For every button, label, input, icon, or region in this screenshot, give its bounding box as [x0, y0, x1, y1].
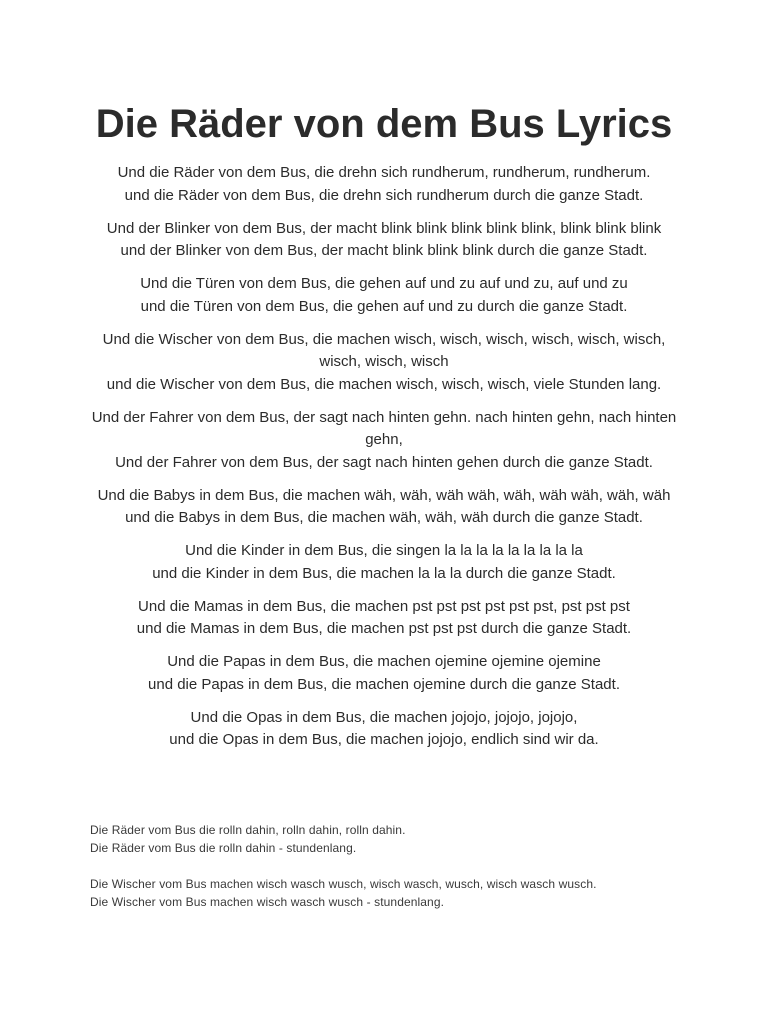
stanza-5 — [84, 407, 684, 475]
stanza-3 — [84, 273, 684, 318]
extra-verse-line: Die Räder vom Bus die rolln dahin - stundenlang. — [90, 841, 357, 855]
stanza-2 — [84, 218, 684, 263]
stanza-1 — [84, 162, 684, 207]
page-title: Die Räder von dem Bus Lyrics — [95, 102, 673, 146]
extra-verse-1 — [90, 821, 690, 857]
lyric-line: und die Babys in dem Bus, die machen wäh, wäh, wäh durch die ganze Stadt. — [125, 509, 643, 526]
lyric-line: und die Wischer von dem Bus, die machen wisch, wisch, wisch, viele Stunden lang. — [106, 375, 662, 393]
lyric-line: Und die Opas in dem Bus, die machen jojojo, jojojo, jojojo, — [190, 708, 578, 726]
lyric-line: Und die Wischer von dem Bus, die machen wisch, wisch, wisch, wisch, wisch, wisch, wisch, wisch, wisch — [102, 330, 666, 370]
extra-verse-line: Die Räder vom Bus die rolln dahin, rolln dahin, rolln dahin. — [90, 823, 406, 837]
lyric-line: und die Türen von dem Bus, die gehen auf und zu durch die ganze Stadt. — [140, 297, 628, 315]
stanza-9 — [84, 651, 684, 696]
lyric-line: Und die Babys in dem Bus, die machen wäh, wäh, wäh wäh, wäh, wäh wäh, wäh, wäh — [97, 486, 671, 504]
extra-verse-2 — [90, 875, 690, 911]
lyric-line: und die Kinder in dem Bus, die machen la la la durch die ganze Stadt. — [152, 564, 616, 582]
lyric-line: Und der Fahrer von dem Bus, der sagt nach hinten gehen durch die ganze Stadt. — [115, 453, 653, 471]
lyric-line: und die Räder von dem Bus, die drehn sich rundherum durch die ganze Stadt. — [124, 186, 644, 204]
lyric-line: und die Opas in dem Bus, die machen jojojo, endlich sind wir da. — [169, 731, 599, 748]
stanza-8 — [84, 596, 684, 641]
lyric-line: Und der Fahrer von dem Bus, der sagt nach hinten gehn. nach hinten gehn, nach hinten gehn, — [91, 408, 677, 448]
lyric-line: und die Papas in dem Bus, die machen ojemine durch die ganze Stadt. — [148, 675, 620, 693]
lyric-line: Und die Räder von dem Bus, die drehn sich rundherum, rundherum, rundherum. — [117, 164, 651, 181]
lyric-line: und die Mamas in dem Bus, die machen pst pst pst durch die ganze Stadt. — [136, 620, 632, 637]
lyric-line: Und die Türen von dem Bus, die gehen auf und zu auf und zu, auf und zu — [140, 275, 628, 292]
extra-verse-line: Die Wischer vom Bus machen wisch wasch wusch - stundenlang. — [90, 895, 445, 909]
lyrics-stanzas — [84, 162, 684, 762]
lyric-line: Und der Blinker von dem Bus, der macht blink blink blink blink blink, blink blink blink — [106, 219, 662, 237]
lyric-line: und der Blinker von dem Bus, der macht blink blink blink durch die ganze Stadt. — [120, 242, 648, 259]
lyric-line: Und die Mamas in dem Bus, die machen pst pst pst pst pst pst, pst pst pst — [138, 597, 630, 615]
stanza-4 — [84, 329, 684, 397]
stanza-6 — [84, 485, 684, 530]
stanza-7 — [84, 540, 684, 585]
stanza-10 — [84, 707, 684, 752]
extra-verse-line: Die Wischer vom Bus machen wisch wasch wusch, wisch wasch, wusch, wisch wasch wusch. — [90, 877, 597, 891]
lyric-line: Und die Kinder in dem Bus, die singen la la la la la la la la la — [185, 542, 583, 559]
lyric-line: Und die Papas in dem Bus, die machen ojemine ojemine ojemine — [167, 653, 601, 670]
